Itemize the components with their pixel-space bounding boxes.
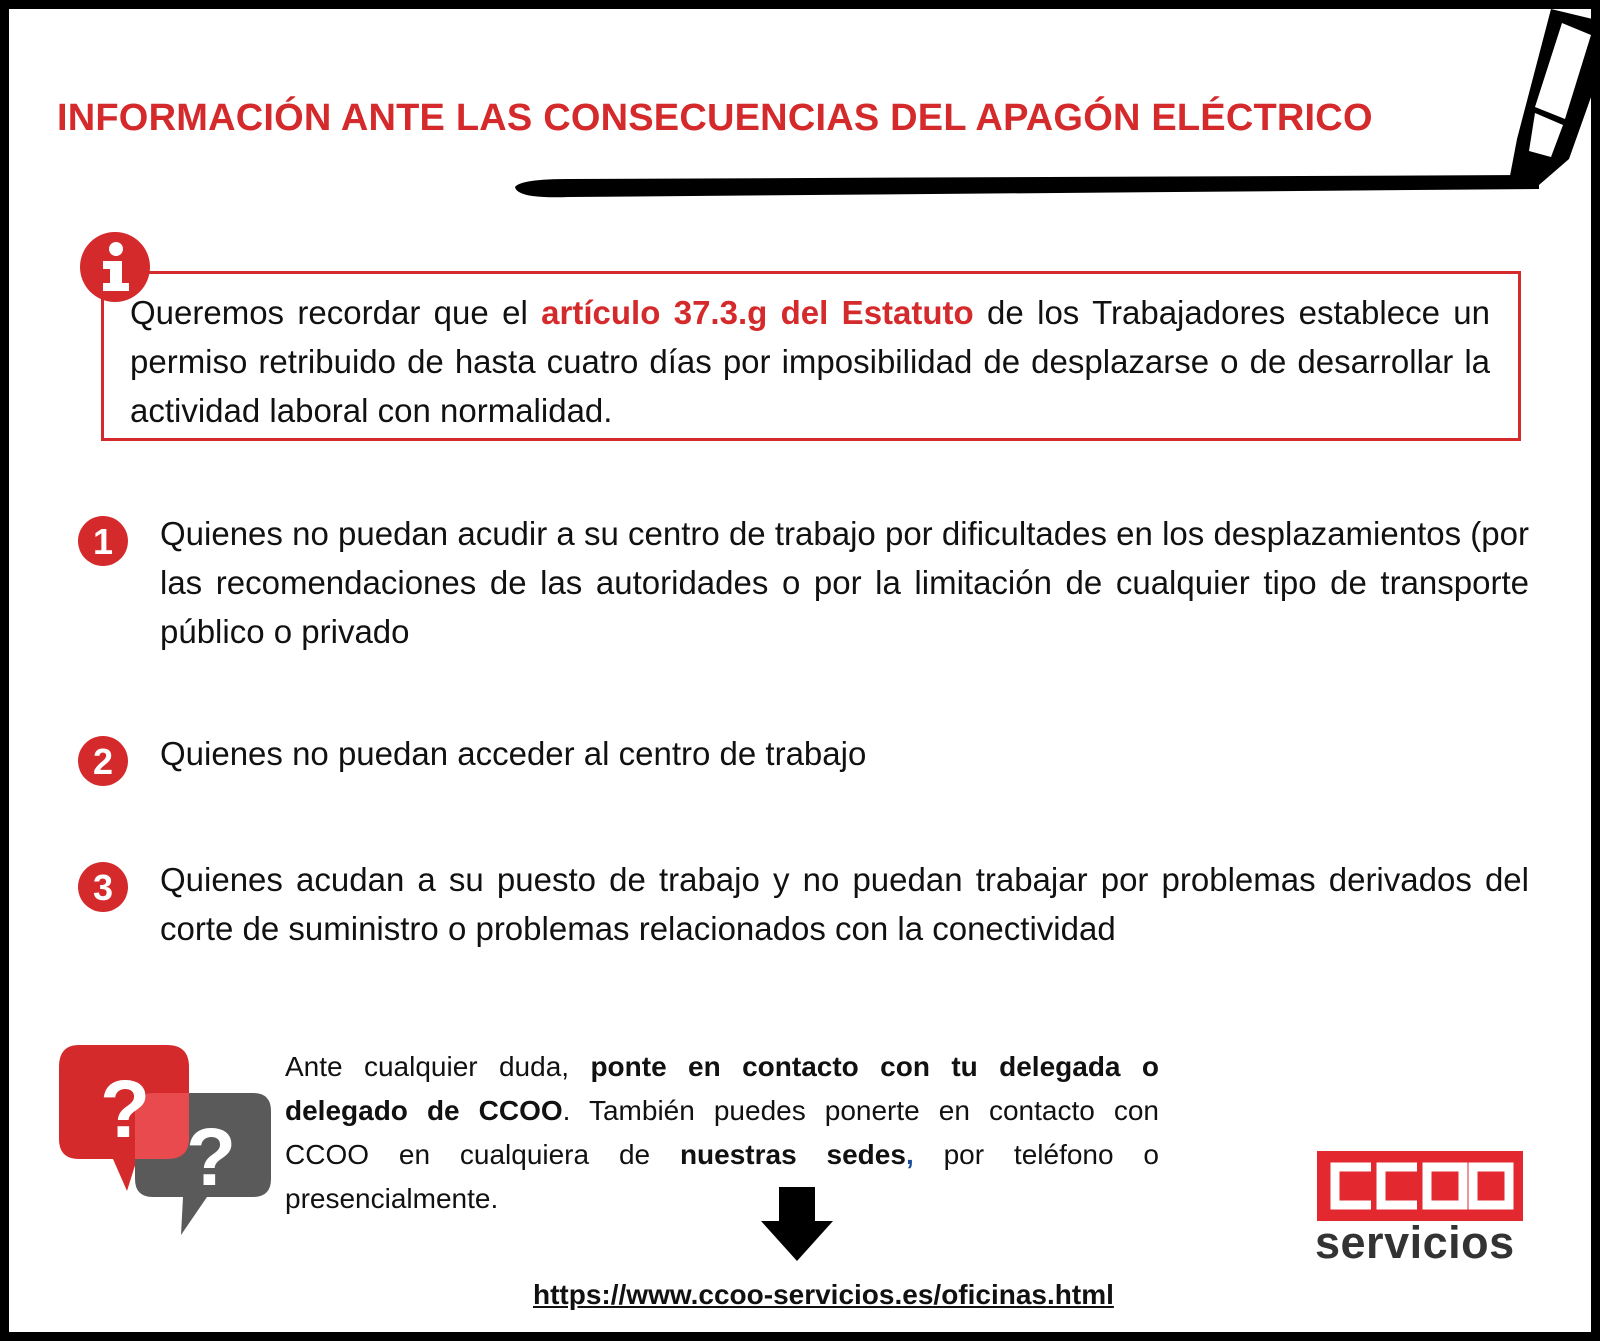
info-text: Queremos recordar que el artículo 37.3.g del Estatuto de los Trabajadores establece un permiso retribuido de hasta cuatro días por imposibilidad de desplazarse o de desarrollar la actividad laboral con normalidad. xyxy=(130,294,1490,429)
list-item-3 xyxy=(77,855,1529,953)
item-text: Quienes acudan a su puesto de trabajo y no puedan trabajar por problemas derivados del corte de suministro o problemas relacionados con la conectividad xyxy=(160,861,1529,947)
info-box xyxy=(101,271,1521,441)
arrow-down-icon xyxy=(761,1187,833,1263)
svg-text:2: 2 xyxy=(92,741,114,782)
contact-text: Ante cualquier duda, ponte en contacto con tu delegada o delegado de CCOO. También puedes ponerte en contacto con CCOO en cualquiera de nuestras sedes, por teléfono o presencialmente. xyxy=(285,1051,1159,1214)
logo-word: servicios xyxy=(1315,1217,1515,1268)
info-icon xyxy=(79,231,151,303)
list-item-1 xyxy=(77,509,1529,656)
item-text: Quienes no puedan acudir a su centro de trabajo por dificultades en los desplazamientos (por las recomendaciones de las autoridades o por la limitación de cualquier tipo de transporte público o privado xyxy=(160,515,1529,650)
ccoo-logo xyxy=(1317,1151,1523,1221)
offices-link[interactable]: https://www.ccoo-servicios.es/oficinas.html xyxy=(533,1279,1114,1310)
svg-text:?: ? xyxy=(99,1064,151,1155)
number-1-icon xyxy=(77,515,129,567)
svg-text:1: 1 xyxy=(92,521,114,562)
svg-text:?: ? xyxy=(185,1112,237,1203)
article-highlight: artículo 37.3.g del Estatuto xyxy=(541,294,974,331)
number-3-icon xyxy=(77,861,129,913)
question-bubbles-icon xyxy=(57,1043,285,1253)
item-text: Quienes no puedan acceder al centro de trabajo xyxy=(160,735,867,772)
pen-icon xyxy=(9,9,1600,209)
page-title: INFORMACIÓN ANTE LAS CONSECUENCIAS DEL APAGÓN ELÉCTRICO xyxy=(57,97,1373,139)
list-item-2 xyxy=(77,729,1529,782)
sedes-highlight: nuestras sedes xyxy=(679,1139,906,1170)
ccoo-logo-letters xyxy=(1317,1151,1523,1221)
svg-text:3: 3 xyxy=(92,867,114,908)
number-2-icon xyxy=(77,735,129,787)
